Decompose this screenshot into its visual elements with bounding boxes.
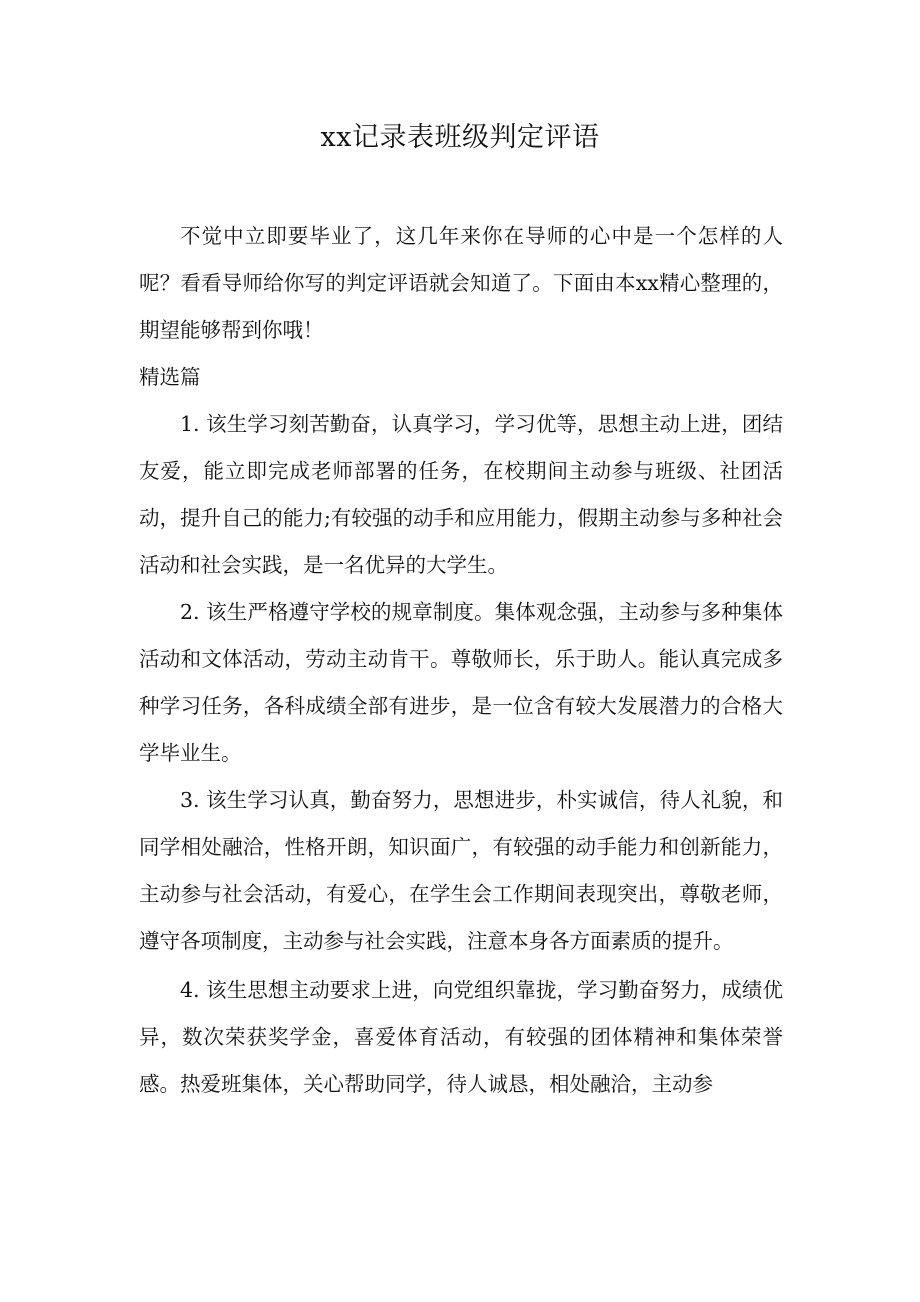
- comment-item-4: 4. 该生思想主动要求上进，向党组织靠拢，学习勤奋努力，成绩优异，数次荣获奖学金，喜爱体育活动，有较强的团体精神和集体荣誉感。热爱班集体，关心帮助同学，待人诚恳，相处融洽，主动参: [139, 978, 783, 1096]
- comment-item-2: 2. 该生严格遵守学校的规章制度。集体观念强，主动参与多种集体活动和文体活动，劳动主动肯干。尊敬师长，乐于助人。能认真完成多种学习任务，各科成绩全部有进步，是一位含有较大发展潜力的合格大学毕业生。: [139, 600, 783, 765]
- comment-item-1: 1. 该生学习刻苦勤奋，认真学习，学习优等，思想主动上进，团结友爱，能立即完成老师部署的任务，在校期间主动参与班级、社团活动，提升自己的能力;有较强的动手和应用能力，假期主动参与多种社会活动和社会实践，是一名优异的大学生。: [139, 412, 783, 577]
- document-body: [139, 213, 783, 1108]
- section-heading: 精选篇: [139, 365, 201, 389]
- comment-item-3: 3. 该生学习认真，勤奋努力，思想进步，朴实诚信，待人礼貌，和同学相处融洽，性格开朗，知识面广，有较强的动手能力和创新能力，主动参与社会活动，有爱心，在学生会工作期间表现突出，尊敬老师，遵守各项制度，主动参与社会实践，注意本身各方面素质的提升。: [139, 788, 783, 953]
- intro-paragraph: 不觉中立即要毕业了，这几年来你在导师的心中是一个怎样的人呢？看看导师给你写的判定评语就会知道了。下面由本xx精心整理的，期望能够帮到你哦！: [139, 224, 783, 342]
- document-title: xx记录表班级判定评语: [320, 122, 600, 153]
